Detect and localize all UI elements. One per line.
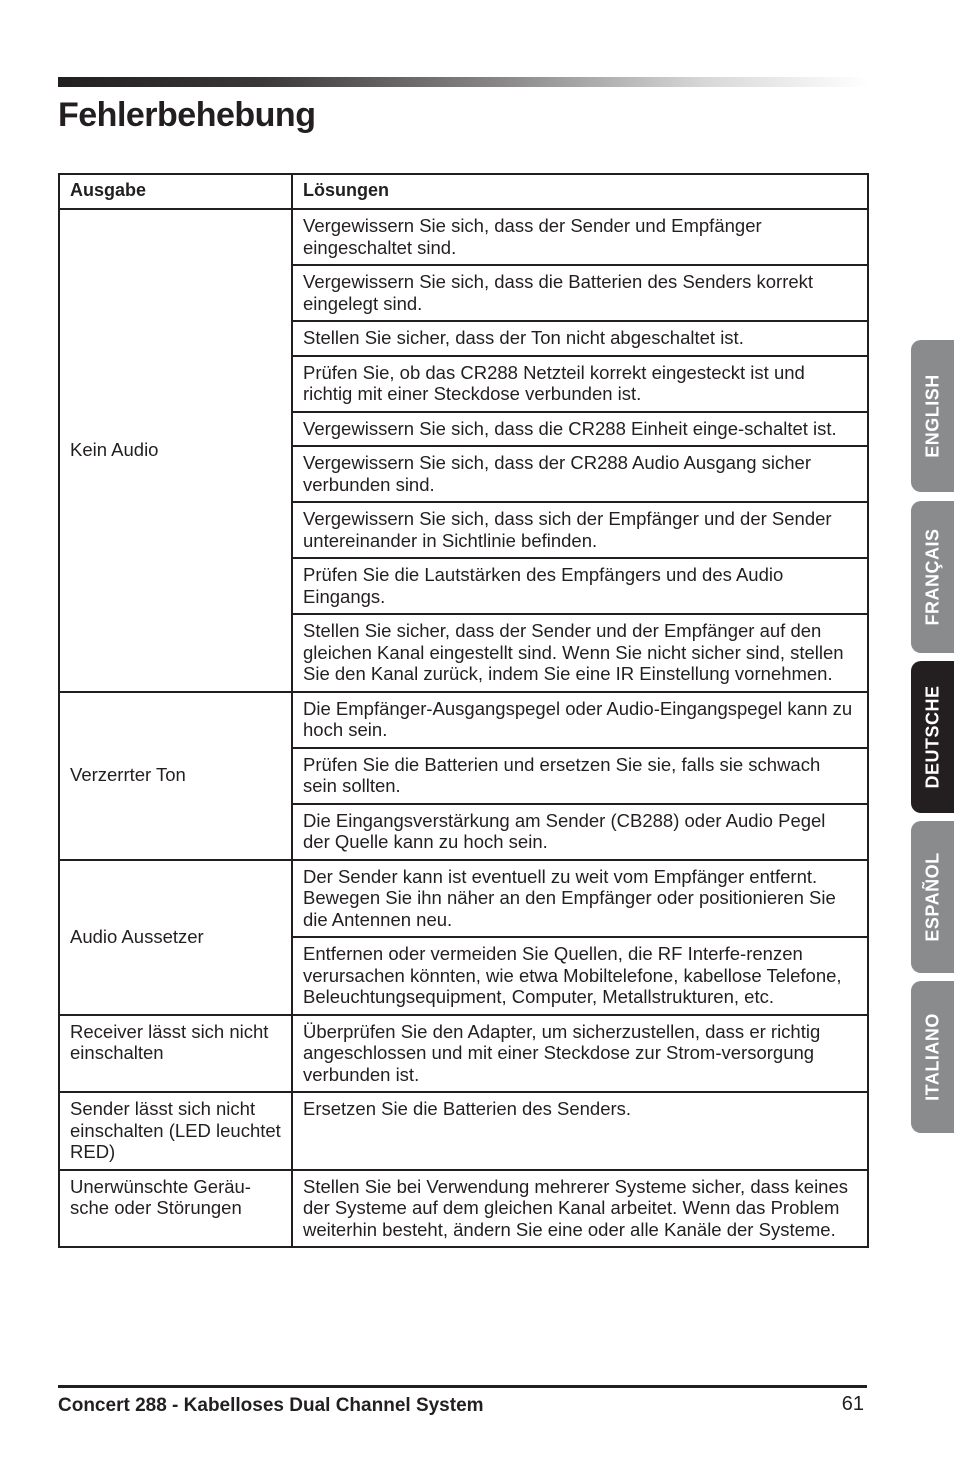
table-row	[59, 209, 868, 265]
table-header-row	[59, 174, 868, 209]
tab-label: ENGLISH	[922, 374, 942, 458]
solution-cell: Überprüfen Sie den Adapter, um sicherzustellen, dass er richtig angeschlossen und mit einer Steckdose zur Strom-versorgung verbunden ist.	[292, 1015, 868, 1093]
page-number: 61	[841, 1393, 864, 1415]
page-title: Fehlerbehebung	[58, 96, 316, 134]
troubleshooting-table	[58, 173, 869, 1248]
tab-francais[interactable]	[911, 501, 954, 653]
solution-cell: Ersetzen Sie die Batterien des Senders.	[292, 1092, 868, 1170]
tab-label: ESPAÑOL	[922, 852, 942, 942]
issue-cell: Unerwünschte Geräu-sche oder Störungen	[59, 1170, 292, 1248]
issue-cell: Receiver lässt sich nicht einschalten	[59, 1015, 292, 1093]
solution-cell: Die Empfänger-Ausgangspegel oder Audio-Eingangspegel kann zu hoch sein.	[292, 692, 868, 748]
tab-label: FRANÇAIS	[922, 528, 942, 626]
solution-cell: Stellen Sie bei Verwendung mehrerer Systeme sicher, dass keines der Systeme auf dem gleichen Kanal arbeitet. Wenn das Problem weiterhin besteht, ändern Sie eine oder alle Kanäle der Systeme.	[292, 1170, 868, 1248]
solution-cell: Stellen Sie sicher, dass der Sender und der Empfänger auf den gleichen Kanal eingestellt sind. Wenn Sie nicht sicher sind, stellen Sie den Kanal zurück, indem Sie eine IR Einstellung vornehmen.	[292, 614, 868, 692]
header-rule	[58, 77, 868, 87]
table-row	[59, 860, 868, 938]
column-header-solutions: Lösungen	[292, 174, 868, 209]
issue-cell: Kein Audio	[59, 209, 292, 692]
issue-cell: Audio Aussetzer	[59, 860, 292, 1015]
solution-cell: Prüfen Sie, ob das CR288 Netzteil korrekt eingesteckt ist und richtig mit einer Steckdose verbunden ist.	[292, 356, 868, 412]
tab-espanol[interactable]	[911, 821, 954, 973]
column-header-issue: Ausgabe	[59, 174, 292, 209]
issue-cell: Verzerrter Ton	[59, 692, 292, 860]
footer-rule	[58, 1385, 867, 1388]
solution-cell: Vergewissern Sie sich, dass die CR288 Einheit einge-schaltet ist.	[292, 412, 868, 447]
tab-label: DEUTSCHE	[922, 685, 942, 789]
tab-italiano[interactable]	[911, 981, 954, 1133]
solution-cell: Prüfen Sie die Lautstärken des Empfängers und des Audio Eingangs.	[292, 558, 868, 614]
table-row	[59, 692, 868, 748]
tab-deutsche[interactable]	[911, 661, 954, 813]
table-row	[59, 1170, 868, 1248]
tab-english[interactable]	[911, 340, 954, 492]
solution-cell: Die Eingangsverstärkung am Sender (CB288) oder Audio Pegel der Quelle kann zu hoch sein.	[292, 804, 868, 860]
issue-cell: Sender lässt sich nicht einschalten (LED leuchtet RED)	[59, 1092, 292, 1170]
tab-label: ITALIANO	[922, 1013, 942, 1101]
solution-cell: Der Sender kann ist eventuell zu weit vom Empfänger entfernt. Bewegen Sie ihn näher an den Empfänger oder positionieren Sie die Antennen neu.	[292, 860, 868, 938]
footer-title: Concert 288 - Kabelloses Dual Channel System	[58, 1395, 484, 1416]
solution-cell: Vergewissern Sie sich, dass sich der Empfänger und der Sender untereinander in Sichtlinie befinden.	[292, 502, 868, 558]
solution-cell: Prüfen Sie die Batterien und ersetzen Sie sie, falls sie schwach sein sollten.	[292, 748, 868, 804]
table-row	[59, 1092, 868, 1170]
solution-cell: Entfernen oder vermeiden Sie Quellen, die RF Interfe-renzen verursachen könnten, wie etwa Mobiltelefone, kabellose Telefone, Beleuchtungsequipment, Computer, Metallstrukturen, etc.	[292, 937, 868, 1015]
solution-cell: Vergewissern Sie sich, dass der Sender und Empfänger eingeschaltet sind.	[292, 209, 868, 265]
table-row	[59, 1015, 868, 1093]
solution-cell: Stellen Sie sicher, dass der Ton nicht abgeschaltet ist.	[292, 321, 868, 356]
solution-cell: Vergewissern Sie sich, dass der CR288 Audio Ausgang sicher verbunden sind.	[292, 446, 868, 502]
solution-cell: Vergewissern Sie sich, dass die Batterien des Senders korrekt eingelegt sind.	[292, 265, 868, 321]
